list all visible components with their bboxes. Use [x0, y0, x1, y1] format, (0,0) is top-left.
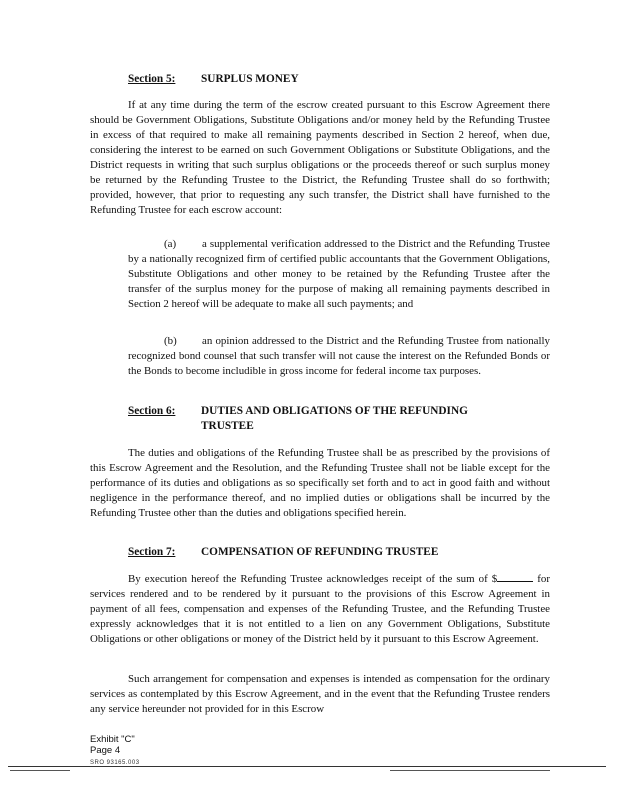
section-7-label: Section 7: [128, 546, 176, 558]
section-7-paragraph-2: Such arrangement for compensation and expenses is intended as compensation for the ordinary services as contemplated by this Escrow Agreement, and in the event that the Refunding Trustee renders any service hereunder not provided for in this Escrow [90, 673, 550, 715]
section-5-item-b [128, 334, 550, 379]
section-5-label: Section 5: [128, 73, 176, 85]
section-6-title-line1: DUTIES AND OBLIGATIONS OF THE REFUNDING [201, 405, 468, 417]
item-b-text: an opinion addressed to the District and the Refunding Trustee from nationally recognized bond counsel that such transfer will not cause the interest on the Refunded Bonds or the Bonds to become includible in gross income for federal income tax purposes. [128, 335, 550, 377]
section-5-paragraph: If at any time during the term of the escrow created pursuant to this Escrow Agreement there should be Government Obligations, Substitute Obligations and/or money held by the Refunding Trustee in excess of that required to make all remaining payments described in Section 2 hereof, when due, considering the interest to be earned on such Government Obligations or Substitute Obligations, and the District requests in writing that such surplus obligations or the proceeds thereof or such surplus money be returned by the Refunding Trustee to the District, the Refunding Trustee shall do so forthwith; provided, however, that prior to requesting any such transfer, the District shall have furnished to the Refunding Trustee for each escrow account: [90, 99, 550, 216]
scan-artifact-line [390, 770, 550, 771]
footer-rule [8, 766, 606, 767]
dollar-sign: $ [491, 573, 498, 585]
section-6-label: Section 6: [128, 405, 176, 417]
section-7-paragraph-start: By execution hereof the Refunding Trustee acknowledges receipt of the sum of [128, 573, 488, 585]
section-6-title-line2: TRUSTEE [201, 420, 254, 432]
footer-page-number: Page 4 [90, 745, 121, 756]
section-7-paragraph [90, 571, 550, 647]
section-6-paragraph: The duties and obligations of the Refunding Trustee shall be as prescribed by the provisions of this Escrow Agreement and the Resolution, and the Refunding Trustee shall not be liable except for the performance of its duties and obligations as so specifically set forth and to act in good faith and without negligence in the performance thereof, and no implied duties or obligations shall be incurred by the Refunding Trustee other than the duties and obligations specified herein. [90, 447, 550, 519]
footer-exhibit: Exhibit "C" [90, 734, 135, 745]
section-5-title: SURPLUS MONEY [201, 73, 299, 85]
section-5-item-a [128, 237, 550, 312]
scan-artifact-line [10, 770, 70, 771]
section-7-paragraph-rest: for services rendered and to be rendered by it pursuant to the provisions of this Escrow Agreement in payment of all fees, compensation and expenses of the Refunding Trustee, and the Refunding Trustee expressly acknowledges that it is not entitled to a lien on any Government Obligations, Substitute Obligations or other obligations or money of the District held by it pursuant to this Escrow Agreement. [90, 573, 550, 645]
section-7-heading [128, 545, 439, 560]
item-b-label: (b) [164, 335, 177, 347]
item-a-label: (a) [164, 238, 177, 250]
section-6-heading [128, 404, 468, 432]
section-5-heading [128, 72, 299, 87]
section-7-title: COMPENSATION OF REFUNDING TRUSTEE [201, 546, 439, 558]
item-a-text: a supplemental verification addressed to the District and the Refunding Trustee by a nationally recognized firm of certified public accountants that the Government Obligations, Substitute Obligations and other money to be retained by the Refunding Trustee after the transfer of the surplus money for the purpose of making all remaining payments described in Section 2 hereof will be adequate to make all such payments; and [128, 238, 550, 310]
amount-blank [497, 571, 533, 582]
footer-doc-id: SRO 93165.003 [90, 760, 140, 766]
